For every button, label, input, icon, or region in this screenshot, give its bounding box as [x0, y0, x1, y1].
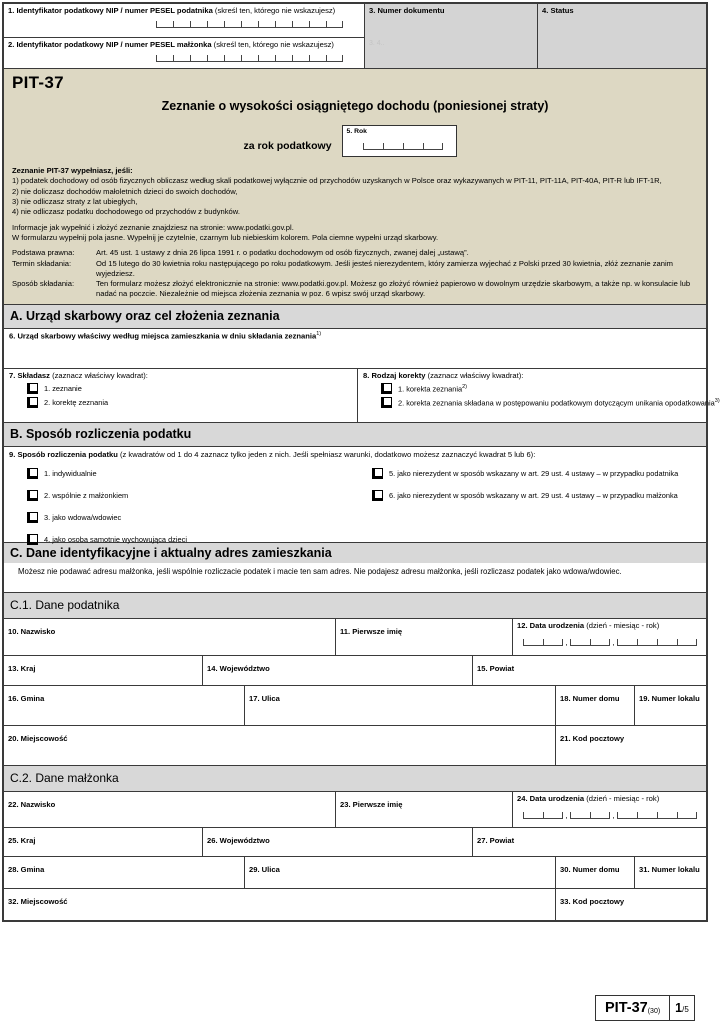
field-tax-office[interactable]: [4, 328, 706, 368]
field-tax-year[interactable]: [342, 125, 457, 157]
footer-page-total: /5: [682, 1005, 689, 1014]
section-c2-header: C.2. Dane małżonka: [4, 765, 706, 791]
field-22-surname[interactable]: [4, 792, 335, 827]
field-16-label: 16. Gmina: [8, 694, 45, 703]
c1-row-2: [4, 655, 706, 685]
fill-condition-3: 3) nie odliczasz straty z lat ubiegłych,: [12, 196, 138, 206]
field-26-label: 26. Województwo: [207, 836, 270, 845]
field-11-first-name[interactable]: [335, 619, 512, 655]
option-8-2-label: 2. korekta zeznania składana w postępowaniu podatkowym dotyczącym unikania opodatkowania: [398, 398, 715, 408]
fill-conditions-heading: Zeznanie PIT-37 wypełniasz, jeśli:: [12, 166, 133, 175]
tax-year-input[interactable]: [363, 143, 452, 150]
field-17-street[interactable]: [244, 686, 555, 725]
section-c-header: C. Dane identyfikacyjne i aktualny adres zamieszkania: [4, 542, 706, 563]
field-29-street[interactable]: [244, 857, 555, 888]
field-document-number-label: 3. Numer dokumentu: [369, 6, 445, 15]
field-nip-spouse[interactable]: [4, 37, 364, 68]
section-a-header: A. Urząd skarbowy oraz cel złożenia zeznania: [4, 304, 706, 328]
checkbox-9-1[interactable]: [27, 468, 38, 479]
field-declaration-type-label: 7. Składasz: [9, 371, 50, 380]
form-title: Zeznanie o wysokości osiągniętego dochodu (poniesionej straty): [161, 99, 549, 113]
tax-year-caption: za rok podatkowy: [243, 140, 332, 152]
footer-page-number: [670, 995, 695, 1021]
info-lines: [12, 223, 698, 244]
field-nip-spouse-label: 2. Identyfikator podatkowy NIP / numer PESEL małżonka: [8, 40, 212, 49]
field-32-label: 32. Miejscowość: [8, 897, 68, 906]
field-28-commune[interactable]: [4, 857, 244, 888]
option-9-3-label: 3. jako wdowa/wdowiec: [44, 513, 122, 523]
page-footer: [595, 995, 695, 1021]
field-27-label: 27. Powiat: [477, 836, 515, 845]
option-9-2-label: 2. wspólnie z małżonkiem: [44, 491, 129, 501]
field-10-label: 10. Nazwisko: [8, 627, 56, 636]
field-tax-year-label: 5. Rok: [346, 128, 367, 135]
field-15-label: 15. Powiat: [477, 664, 515, 673]
c1-row-1: [4, 618, 706, 655]
checkbox-9-3[interactable]: [27, 512, 38, 523]
footnote-3-marker: 3): [714, 398, 720, 405]
footnote-2-marker: 2): [462, 384, 467, 391]
deadline-text: Od 15 lutego do 30 kwietnia roku następującego po roku podatkowym. Jeśli jesteś nierezydentem, który zamierza wyjechać z Polski przed 30 kwietnia, złóż zeznanie zanim wyjedziesz.: [96, 258, 673, 278]
checkbox-7-1[interactable]: [27, 383, 38, 394]
field-12-birth-date[interactable]: [512, 619, 706, 655]
field-23-first-name[interactable]: [335, 792, 512, 827]
section-c-note: Możesz nie podawać adresu małżonka, jeśli wspólnie rozliczacie podatek i macie ten sam adres. Nie podajesz adresu małżonka, jeśli rozliczasz podatek jako wdowa/wdowiec.: [18, 567, 622, 576]
field-22-label: 22. Nazwisko: [8, 800, 56, 809]
checkbox-9-4[interactable]: [27, 534, 38, 545]
field-11-label: 11. Pierwsze imię: [340, 627, 403, 636]
field-21-label: 21. Kod pocztowy: [560, 734, 625, 743]
option-9-1-label: 1. indywidualnie: [44, 469, 97, 479]
field-31-flat-number[interactable]: [634, 857, 706, 888]
field-declaration-type-note: (zaznacz właściwy kwadrat):: [52, 371, 148, 380]
section-b-header: B. Sposób rozliczenia podatku: [4, 422, 706, 446]
field-33-label: 33. Kod pocztowy: [560, 897, 625, 906]
field-30-label: 30. Numer domu: [560, 865, 620, 874]
field-30-house-number[interactable]: [555, 857, 634, 888]
birth-date-input-spouse[interactable]: [523, 812, 702, 819]
birth-date-input-taxpayer[interactable]: [523, 639, 702, 646]
info-line-2: W formularzu wypełnij pola jasne. Wypełnij je czytelnie, czarnym lub niebieskim kolorem. Pola ciemne wypełni urząd skarbowy.: [12, 232, 439, 242]
checkbox-9-5[interactable]: [372, 468, 383, 479]
field-13-country[interactable]: [4, 656, 202, 685]
date-separator: [610, 639, 617, 646]
c2-row-2: [4, 827, 706, 856]
option-8-1-label: 1. korekta zeznania: [398, 384, 463, 394]
field-32-city[interactable]: [4, 889, 555, 920]
field-25-country[interactable]: [4, 828, 202, 856]
field-23-label: 23. Pierwsze imię: [340, 800, 403, 809]
checkbox-8-1[interactable]: [381, 383, 392, 394]
c2-row-3: [4, 856, 706, 888]
field-19-label: 19. Numer lokalu: [639, 694, 700, 703]
field-correction-type: [357, 369, 725, 422]
field-nip-taxpayer-label: 1. Identyfikator podatkowy NIP / numer PESEL podatnika: [8, 6, 213, 15]
legal-basis-block: [12, 248, 698, 300]
field-12-label: 12. Data urodzenia: [517, 621, 585, 630]
submission-text: Ten formularz możesz złożyć elektronicznie na stronie: www.podatki.gov.pl. Możesz go złożyć również papierowo w dowolnym urzędzie skarbowym, a także np. w konsulacie lub nadać na poczcie. Niezależnie od miejsca złożenia zeznania w poz. 6 wpisz swój urząd skarbowy.: [96, 279, 691, 299]
field-26-voivodeship[interactable]: [202, 828, 472, 856]
checkbox-9-2[interactable]: [27, 490, 38, 501]
id-header-table: [4, 4, 706, 68]
field-17-label: 17. Ulica: [249, 694, 280, 703]
option-9-5-label: 5. jako nierezydent w sposób wskazany w art. 29 ust. 4 ustawy – w przypadku podatnika: [389, 469, 679, 479]
option-9-4-label: 4. jako osoba samotnie wychowująca dzieci: [44, 535, 187, 545]
form-sheet: [2, 2, 720, 922]
date-separator: [563, 812, 570, 819]
legal-basis-text: Art. 45 ust. 1 ustawy z dnia 26 lipca 1991 r. o podatku dochodowym od osób fizycznych, zwanej dalej „ustawą”.: [96, 248, 469, 258]
option-7-2-label: 2. korektę zeznania: [44, 398, 109, 408]
field-declaration-type: [4, 369, 357, 422]
form-code: PIT-37: [12, 73, 64, 92]
checkbox-9-6[interactable]: [372, 490, 383, 501]
field-nip-taxpayer[interactable]: [4, 4, 364, 37]
date-separator: [610, 812, 617, 819]
field-13-label: 13. Kraj: [8, 664, 36, 673]
nip-spouse-input[interactable]: [156, 55, 360, 62]
field-tax-office-label: 6. Urząd skarbowy właściwy według miejsca zamieszkania w dniu składania zeznania: [9, 331, 317, 341]
footer-form-code: [595, 995, 670, 1021]
field-settlement-method: [4, 446, 706, 545]
field-15-county[interactable]: [472, 656, 706, 685]
field-nip-taxpayer-note: (skreśl ten, którego nie wskazujesz): [214, 6, 336, 15]
field-25-label: 25. Kraj: [8, 836, 36, 845]
field-19-flat-number[interactable]: [634, 686, 706, 725]
field-31-label: 31. Numer lokalu: [639, 865, 700, 874]
field-20-label: 20. Miejscowość: [8, 734, 68, 743]
field-14-voivodeship[interactable]: [202, 656, 472, 685]
nip-taxpayer-input[interactable]: [156, 21, 360, 28]
checkbox-8-2[interactable]: [381, 397, 392, 408]
c1-row-3: [4, 685, 706, 725]
form-masthead: [4, 68, 706, 304]
field-14-label: 14. Województwo: [207, 664, 270, 673]
footer-form-version: (30): [647, 1008, 661, 1015]
field-nip-spouse-note: (skreśl ten, którego nie wskazujesz): [213, 40, 334, 49]
field-24-label: 24. Data urodzenia: [517, 794, 585, 803]
field-21-postal-code[interactable]: [555, 726, 706, 765]
date-separator: [563, 639, 570, 646]
submission-label: Sposób składania:: [12, 279, 75, 289]
field-18-label: 18. Numer domu: [560, 694, 620, 703]
deadline-label: Termin składania:: [12, 258, 72, 268]
option-7-1-label: 1. zeznanie: [44, 384, 82, 394]
fill-conditions: [12, 166, 698, 218]
field-28-label: 28. Gmina: [8, 865, 45, 874]
field-24-birth-date[interactable]: [512, 792, 706, 827]
field-correction-type-note: (zaznacz właściwy kwadrat):: [427, 371, 524, 380]
c2-row-4: [4, 888, 706, 920]
checkbox-7-2[interactable]: [27, 397, 38, 408]
field-29-label: 29. Ulica: [249, 865, 280, 874]
legal-basis-label: Podstawa prawna:: [12, 248, 75, 258]
c2-row-1: [4, 791, 706, 827]
field-27-county[interactable]: [472, 828, 706, 856]
section-c1-header: C.1. Dane podatnika: [4, 592, 706, 618]
field-33-postal-code[interactable]: [555, 889, 706, 920]
fill-condition-1: 1) podatek dochodowy od osób fizycznych obliczasz według skali podatkowej wyłącznie od przychodów uzyskanych w Polsce oraz wykazywanych w PIT-11, PIT-11A, PIT-40A, PIT-R lub IFT-1R,: [12, 176, 662, 186]
field-24-note: (dzień - miesiąc - rok): [586, 794, 660, 803]
fill-condition-4: 4) nie odliczasz podatku dochodowego od przychodów z budynków.: [12, 207, 240, 217]
scan-artifact-text: 3. 4..: [369, 40, 385, 47]
field-12-note: (dzień - miesiąc - rok): [586, 621, 660, 630]
info-line-1: Informacje jak wypełnić i złożyć zeznanie znajdziesz na stronie: www.podatki.gov.pl.: [12, 222, 294, 232]
footer-form-code-text: PIT-37: [605, 1000, 648, 1016]
fill-condition-2: 2) nie doliczasz dochodów małoletnich dzieci do swoich dochodów,: [12, 186, 238, 196]
footer-page-current: 1: [675, 1001, 683, 1015]
field-status-label: 4. Status: [542, 6, 574, 15]
field-document-number: [364, 4, 537, 68]
field-status: [537, 4, 706, 68]
field-16-commune[interactable]: [4, 686, 244, 725]
field-settlement-method-note: (z kwadratów od 1 do 4 zaznacz tylko jeden z nich. Jeśli spełniasz warunki, dodatkowo możesz zaznaczyć kwadrat 5 lub 6):: [120, 450, 536, 459]
c1-row-4: [4, 725, 706, 765]
footnote-1-marker: 1): [316, 331, 322, 337]
field-20-city[interactable]: [4, 726, 555, 765]
field-correction-type-label: 8. Rodzaj korekty: [363, 371, 426, 380]
field-10-surname[interactable]: [4, 619, 335, 655]
field-18-house-number[interactable]: [555, 686, 634, 725]
option-9-6-label: 6. jako nierezydent w sposób wskazany w art. 29 ust. 4 ustawy – w przypadku małżonka: [389, 491, 678, 501]
row-7-8: [4, 368, 720, 422]
field-settlement-method-label: 9. Sposób rozliczenia podatku: [9, 450, 118, 459]
